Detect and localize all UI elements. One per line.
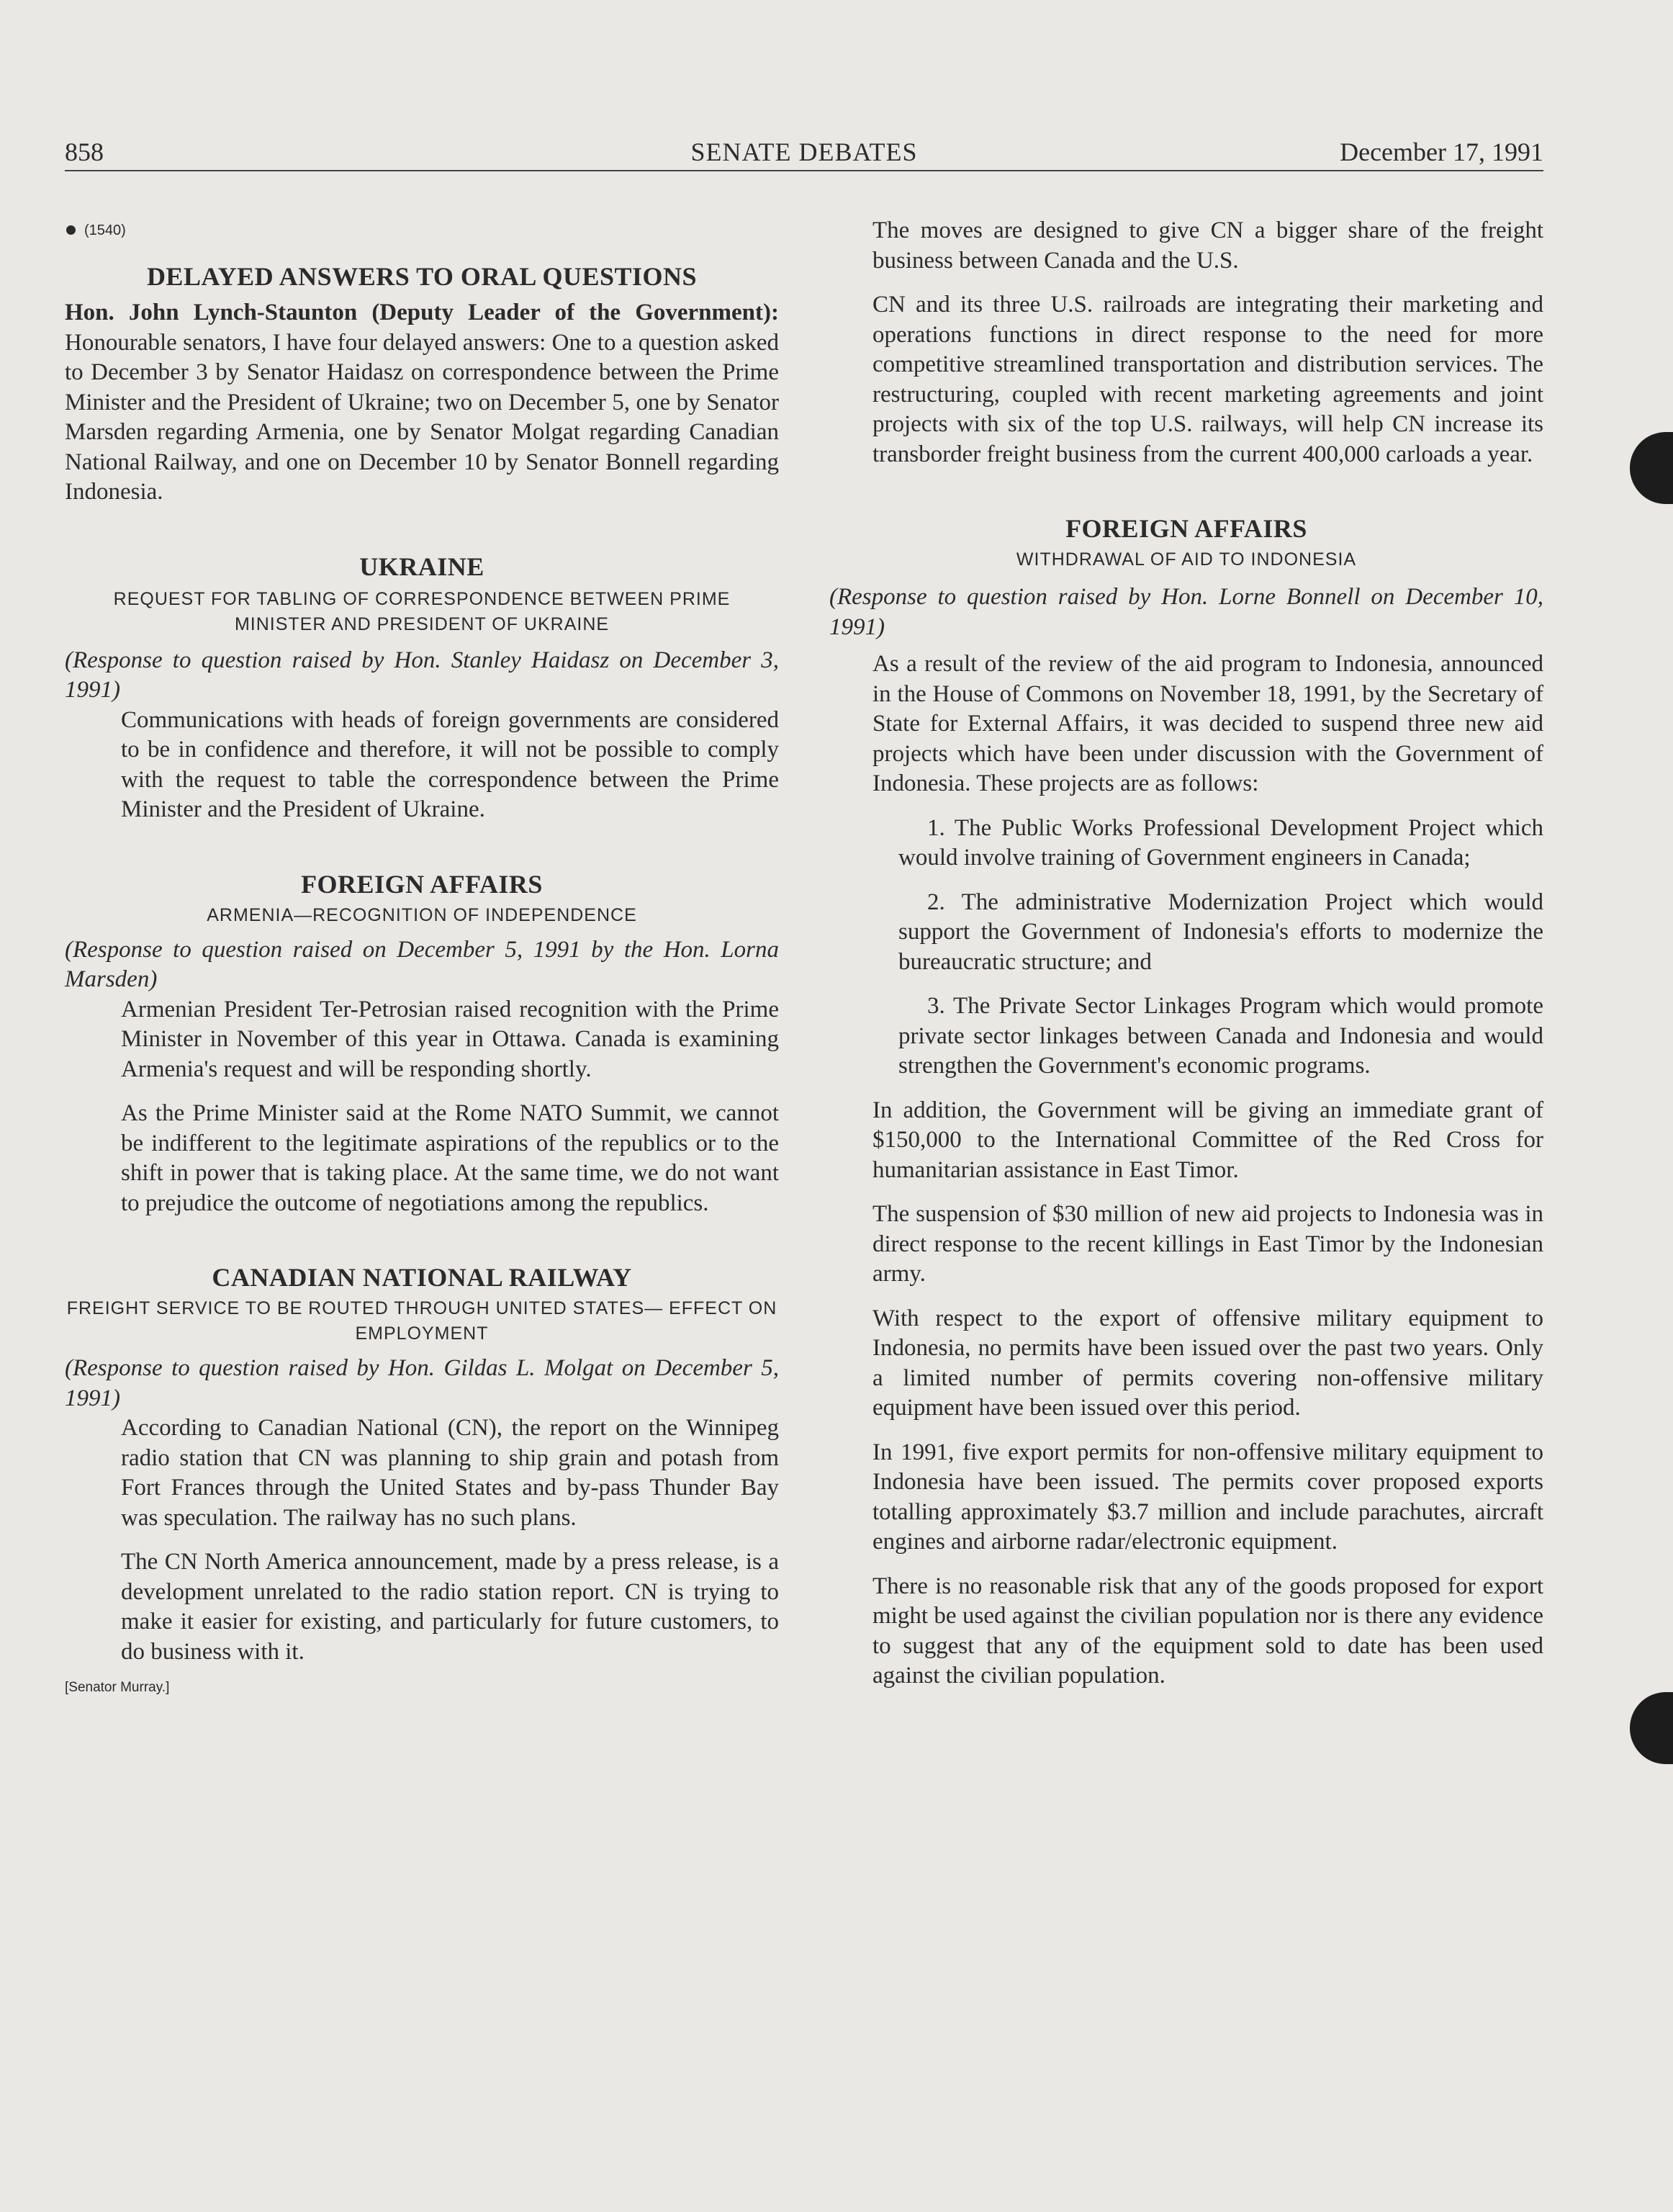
bullet-icon [66, 225, 76, 235]
answer-paragraph: Armenian President Ter-Petrosian raised recognition with the Prime Minister in November of this year in Ottawa. Canada is examining Armenia's request and will be responding shortly. [121, 996, 779, 1082]
answer-paragraph: In 1991, five export permits for non-offensive military equipment to Indonesia have been issued. The permits cover proposed exports totalling approximately $3.7 million and include parachutes, aircraft engines and airborne radar/electronic equipment. [872, 1439, 1543, 1555]
response-note-ukraine: (Response to question raised by Hon. Stanley Haidasz on December 3, 1991) [65, 647, 779, 703]
speaker-name: Hon. John Lynch-Staunton (Deputy Leader of the Government): [65, 300, 779, 325]
answer-paragraph: According to Canadian National (CN), the report on the Winnipeg radio station that CN was planning to ship grain and potash from Fort Frances through the United States and by-pass Thunder Bay was speculation. The railway has no such plans. [121, 1415, 779, 1531]
subheading-armenia: ARMENIA—RECOGNITION OF INDEPENDENCE [207, 904, 637, 925]
page-number: 858 [65, 138, 104, 166]
right-column [829, 216, 1543, 1691]
answer-paragraph: There is no reasonable risk that any of the goods proposed for export might be used against the civilian population nor is there any evidence to suggest that any of the equipment sold to date has been used against the civilian population. [872, 1573, 1543, 1689]
answer-paragraph: The suspension of $30 million of new aid projects to Indonesia was in direct response to the recent killings in East Timor by the Indonesian army. [872, 1201, 1543, 1287]
left-column [65, 216, 779, 1696]
publication-title: SENATE DEBATES [690, 138, 918, 166]
binder-hole [1630, 1692, 1673, 1764]
list-item: 3. The Private Sector Linkages Program which would promote private sector linkages between Canada and Indonesia and would strengthen the Government's economic programs. [898, 993, 1543, 1079]
answer-paragraph: As a result of the review of the aid program to Indonesia, announced in the House of Commons on November 18, 1991, by the Secretary of State for External Affairs, it was decided to suspend three new aid projects which have been under discussion with the Government of Indonesia. These projects are as follows: [872, 651, 1543, 796]
response-note-armenia: (Response to question raised on December 5, 1991 by the Hon. Lorna Marsden) [65, 936, 779, 992]
answer-paragraph: CN and its three U.S. railroads are integrating their marketing and operations functions in direct response to the need for more competitive streamlined transportation and distribution services. The restructuring, coupled with recent marketing agreements and joint projects with six of the top U.S. railways, will help CN increase its transborder freight business from the current 400,000 carloads a year. [872, 292, 1543, 467]
running-header [65, 137, 1543, 171]
answer-paragraph: With respect to the export of offensive military equipment to Indonesia, no permits have been issued over the past two years. Only a limited number of permits covering non-offensive military equipment have been issued over this period. [872, 1305, 1543, 1421]
answer-paragraph: The CN North America announcement, made by a press release, is a development unrelated to the radio station report. CN is trying to make it easier for existing, and particularly for future customers, to do business with it. [121, 1549, 779, 1665]
section-heading-indonesia: FOREIGN AFFAIRS [1065, 514, 1307, 543]
speaker-byline: [Senator Murray.] [65, 1680, 170, 1695]
answer-paragraph: Communications with heads of foreign governments are considered to be in confidence and therefore, it will not be possible to comply with the request to table the correspondence between the Prime Minister and the President of Ukraine. [121, 706, 779, 822]
response-note-indonesia: (Response to question raised by Hon. Lorne Bonnell on December 10, 1991) [829, 584, 1543, 640]
section-heading-armenia: FOREIGN AFFAIRS [301, 869, 543, 899]
section-heading-railway: CANADIAN NATIONAL RAILWAY [212, 1263, 632, 1292]
response-note-railway: (Response to question raised by Hon. Gildas L. Molgat on December 5, 1991) [65, 1355, 779, 1411]
list-item: 2. The administrative Modernization Project which would support the Government of Indonesia's efforts to modernize the bureaucratic structure; and [898, 889, 1543, 975]
section-heading-ukraine: UKRAINE [359, 552, 484, 581]
header-date: December 17, 1991 [1340, 138, 1543, 166]
answer-paragraph: As the Prime Minister said at the Rome NATO Summit, we cannot be indifferent to the legitimate aspirations of the republics or to the shift in power that is taking place. At the same time, we do not want to prejudice the outcome of negotiations among the republics. [121, 1100, 779, 1216]
speaker-paragraph: Hon. John Lynch-Staunton (Deputy Leader of the Government): Honourable senators, I have four delayed answers: One to a question asked to December 3 by Senator Haidasz on correspondence between the Prime Minister and the President of Ukraine; two on December 5, one by Senator Marsden regarding Armenia, one by Senator Molgat regarding Canadian National Railway, and one on December 10 by Senator Bonnell regarding Indonesia. [65, 300, 779, 505]
section-heading-delayed: DELAYED ANSWERS TO ORAL QUESTIONS [146, 262, 698, 291]
subheading-railway: FREIGHT SERVICE TO BE ROUTED THROUGH UNITED STATES— EFFECT ON EMPLOYMENT [66, 1298, 777, 1344]
list-item: 1. The Public Works Professional Development Project which would involve training of Government engineers in Canada; [898, 814, 1543, 871]
time-marker: (1540) [65, 216, 779, 245]
subheading-indonesia: WITHDRAWAL OF AID TO INDONESIA [1016, 549, 1357, 570]
answer-paragraph: In addition, the Government will be giving an immediate grant of $150,000 to the International Committee of the Red Cross for humanitarian assistance in East Timor. [872, 1097, 1543, 1183]
answer-paragraph: The moves are designed to give CN a bigger share of the freight business between Canada and the U.S. [872, 217, 1543, 274]
binder-hole [1630, 432, 1673, 504]
subheading-ukraine: REQUEST FOR TABLING OF CORRESPONDENCE BETWEEN PRIME MINISTER AND PRESIDENT OF UKRAINE [113, 588, 731, 634]
